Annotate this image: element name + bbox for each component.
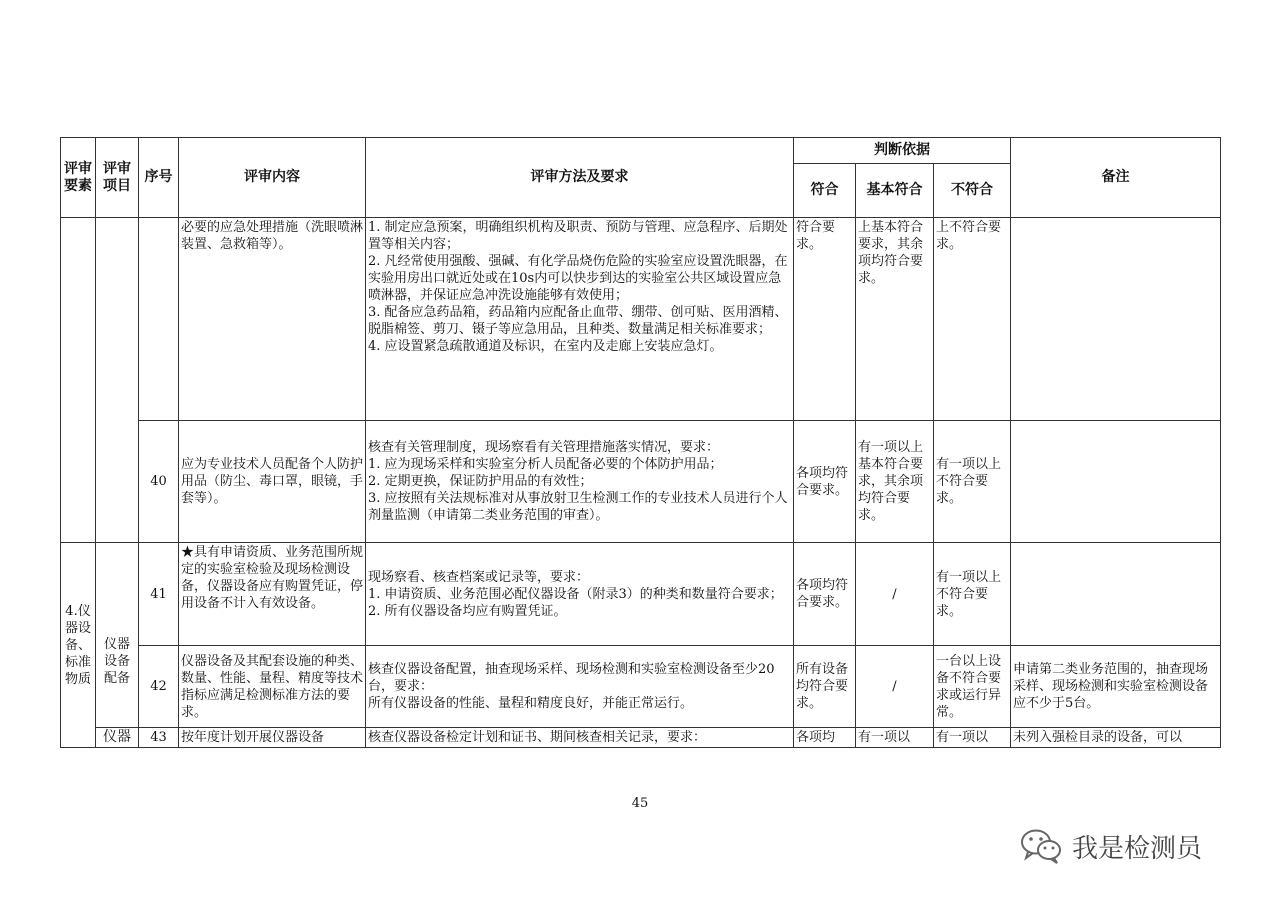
seq-cell: 40 [139,421,179,543]
noncomply-cell: 一台以上设备不符合要求或运行异常。 [934,646,1011,728]
method-cell: 核查仪器设备配置，抽查现场采样、现场检测和实验室检测设备至少20台，要求： 所有仪器设备的性能、量程和精度良好，并能正常运行。 [366,646,794,728]
content-cell: 必要的应急处理措施（洗眼喷淋装置、急救箱等）。 [179,218,366,421]
comply-cell: 各项均符合要求。 [794,421,856,543]
comply-cell: 所有设备均符合要求。 [794,646,856,728]
basic-cell: / [856,543,934,646]
table-row [61,218,1221,421]
remark-cell [1011,421,1221,543]
item-cell-config: 仪器设备配备 [96,543,139,728]
page-number: 45 [631,796,649,811]
basic-cell: 有一项以 [856,728,934,748]
watermark [1020,826,1202,866]
content-cell: 按年度计划开展仪器设备 [179,728,366,748]
item-cell-next: 仪器 [96,728,139,748]
seq-cell: 43 [139,728,179,748]
seq-cell: 42 [139,646,179,728]
wechat-icon [1020,827,1064,865]
content-cell: ★具有申请资质、业务范围所规定的实验室检验及现场检测设备，仪器设备应有购置凭证，停用设备不计入有效设备。 [179,543,366,646]
table-row [61,646,1221,728]
comply-cell: 各项均符合要求。 [794,543,856,646]
basic-cell: / [856,646,934,728]
header-basic: 基本符合 [856,164,934,218]
remark-cell [1011,543,1221,646]
noncomply-cell: 有一项以上不符合要求。 [934,543,1011,646]
remark-cell: 申请第二类业务范围的，抽查现场采样、现场检测和实验室检测设备应不少于5台。 [1011,646,1221,728]
seq-cell [139,218,179,421]
remark-cell: 未列入强检目录的设备，可以 [1011,728,1221,748]
basic-cell: 有一项以上基本符合要求，其余项均符合要求。 [856,421,934,543]
table-row [61,543,1221,646]
header-content: 评审内容 [179,138,366,218]
noncomply-cell: 上不符合要求。 [934,218,1011,421]
evaluation-table [60,137,1221,748]
method-cell: 1. 制定应急预案，明确组织机构及职责、预防与管理、应急程序、后期处置等相关内容； 2. 凡经常使用强酸、强碱、有化学品烧伤危险的实验室应设置洗眼器，在实验用房出口就近处或在10s内可以快步到达的实验室公共区域设置应急喷淋器，并保证应急冲洗设施能够有效使用； 3. 配备应急药品箱，药品箱内应配备止血带、绷带、创可贴、医用酒精、脱脂棉签、剪刀、镊子等应急用品，且种类、数量满足相关标准要求； 4. 应设置紧急疏散通道及标识，在室内及走廊上安装应急灯。 [366,218,794,421]
method-cell: 核查有关管理制度，现场察看有关管理措施落实情况，要求： 1. 应为现场采样和实验室分析人员配备必要的个体防护用品； 2. 定期更换，保证防护用品的有效性； 3. 应按照有关法规标准对从事放射卫生检测工作的专业技术人员进行个人剂量监测（申请第二类业务范围的审查）。 [366,421,794,543]
header-noncomply: 不符合 [934,164,1011,218]
remark-cell [1011,218,1221,421]
noncomply-cell: 有一项以 [934,728,1011,748]
item-cell-empty [96,218,139,543]
header-method: 评审方法及要求 [366,138,794,218]
basic-cell: 上基本符合要求，其余项均符合要求。 [856,218,934,421]
seq-cell: 41 [139,543,179,646]
table-row [61,728,1221,748]
content-cell: 仪器设备及其配套设施的种类、数量、性能、量程、精度等技术指标应满足检测标准方法的要求。 [179,646,366,728]
method-cell: 核查仪器设备检定计划和证书、期间核查相关记录，要求： [366,728,794,748]
element-cell-empty [61,218,96,543]
header-item: 评审项目 [96,138,139,218]
comply-cell: 各项均 [794,728,856,748]
method-cell: 现场察看、核查档案或记录等，要求： 1. 申请资质、业务范围必配仪器设备（附录3）的种类和数量符合要求； 2. 所有仪器设备均应有购置凭证。 [366,543,794,646]
content-cell: 应为专业技术人员配备个人防护用品（防尘、毒口罩，眼镜，手套等）。 [179,421,366,543]
table-row [61,421,1221,543]
element-cell: 4.仪器设备、标准物质 [61,543,96,748]
noncomply-cell: 有一项以上不符合要求。 [934,421,1011,543]
header-basis: 判断依据 [794,138,1011,164]
comply-cell: 符合要求。 [794,218,856,421]
watermark-text: 我是检测员 [1072,833,1203,864]
header-element: 评审要素 [61,138,96,218]
header-seq: 序号 [139,138,179,218]
header-remark: 备注 [1011,138,1221,218]
header-comply: 符合 [794,164,856,218]
